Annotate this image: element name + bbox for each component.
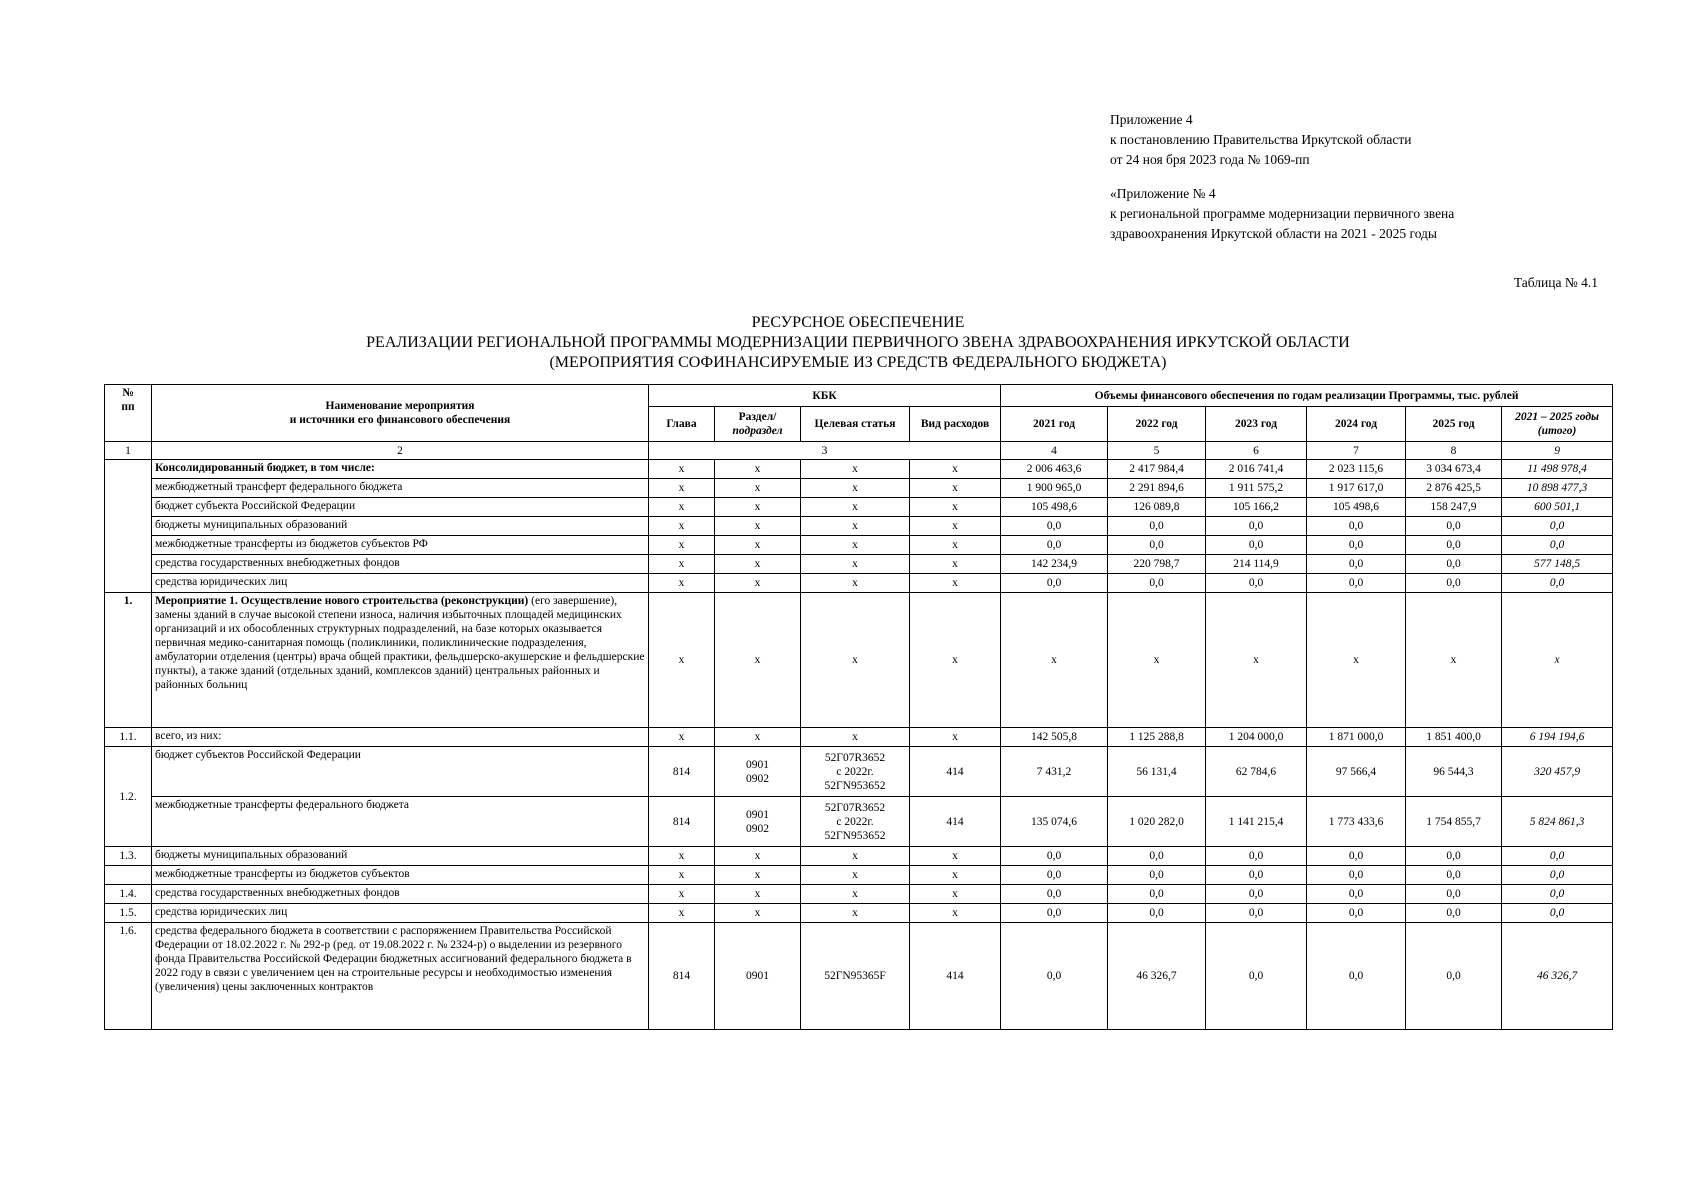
cell-line: Раздел/	[738, 411, 777, 423]
kbk-x-cell: х	[801, 479, 910, 498]
num-cell: 1.1.	[105, 728, 152, 747]
value-cell: 2 291 894,6	[1108, 479, 1206, 498]
value-cell: 0,0	[1307, 885, 1406, 904]
value-cell: 0,0	[1206, 885, 1307, 904]
table-row	[105, 593, 1613, 728]
table-row	[105, 498, 1613, 517]
value-cell: 1 900 965,0	[1001, 479, 1108, 498]
num-cell: 1.6.	[105, 923, 152, 1030]
table-row	[105, 536, 1613, 555]
glava-cell: 814	[649, 797, 715, 847]
value-cell: 56 131,4	[1108, 747, 1206, 797]
appendix-line: от 24 ноя бря 2023 года № 1069-пп	[1110, 152, 1310, 167]
cell-line: 52Г07R3652	[824, 801, 886, 814]
kbk-x-cell: х	[801, 498, 910, 517]
cell-line: 0902	[746, 822, 769, 835]
index-cell: 6	[1206, 442, 1307, 460]
target-cell	[801, 797, 910, 847]
value-cell: 0,0	[1108, 574, 1206, 593]
table-row	[105, 574, 1613, 593]
index-cell: 4	[1001, 442, 1108, 460]
value-cell: 1 773 433,6	[1307, 797, 1406, 847]
total-cell: 6 194 194,6	[1502, 728, 1613, 747]
header-target: Целевая статья	[801, 407, 910, 442]
x-cell: х	[1307, 593, 1406, 728]
value-cell: 0,0	[1406, 904, 1502, 923]
header-2023: 2023 год	[1206, 407, 1307, 442]
value-cell: 142 505,8	[1001, 728, 1108, 747]
cell-line: 52ГN953652	[824, 829, 886, 842]
value-cell: 62 784,6	[1206, 747, 1307, 797]
index-cell: 2	[152, 442, 649, 460]
header-2024: 2024 год	[1307, 407, 1406, 442]
value-cell: 0,0	[1206, 866, 1307, 885]
name-cell: Консолидированный бюджет, в том числе:	[152, 460, 649, 479]
value-cell: 0,0	[1206, 517, 1307, 536]
kbk-x-cell: х	[910, 847, 1001, 866]
value-cell: 0,0	[1307, 847, 1406, 866]
kbk-x-cell: х	[910, 885, 1001, 904]
kbk-x-cell: х	[910, 866, 1001, 885]
total-cell: 0,0	[1502, 574, 1613, 593]
kbk-x-cell: х	[715, 885, 801, 904]
value-cell: 0,0	[1206, 574, 1307, 593]
total-cell: 10 898 477,3	[1502, 479, 1613, 498]
cell-line: 0901	[746, 758, 769, 771]
kbk-x-cell: х	[649, 847, 715, 866]
name-cell: межбюджетные трансферты из бюджетов субъектов РФ	[152, 536, 649, 555]
name-cell: бюджет субъекта Российской Федерации	[152, 498, 649, 517]
x-cell: х	[910, 593, 1001, 728]
value-cell: 1 141 215,4	[1206, 797, 1307, 847]
name-cell: межбюджетный трансферт федерального бюджета	[152, 479, 649, 498]
kbk-x-cell: х	[715, 555, 801, 574]
value-cell: 1 917 617,0	[1307, 479, 1406, 498]
value-cell: 158 247,9	[1406, 498, 1502, 517]
num-cell: 1.2.	[105, 747, 152, 847]
kbk-x-cell: х	[910, 517, 1001, 536]
kbk-x-cell: х	[801, 866, 910, 885]
x-cell: х	[1108, 593, 1206, 728]
table-number: Таблица № 4.1	[1513, 275, 1598, 290]
value-cell: 0,0	[1001, 574, 1108, 593]
value-cell: 2 876 425,5	[1406, 479, 1502, 498]
num-cell	[105, 460, 152, 593]
appendix-block	[1110, 110, 1670, 244]
table-row	[105, 747, 1613, 797]
target-cell: 52ГN95365F	[801, 923, 910, 1030]
value-cell: 96 544,3	[1406, 747, 1502, 797]
kbk-x-cell: х	[715, 479, 801, 498]
value-cell: 1 851 400,0	[1406, 728, 1502, 747]
value-cell: 135 074,6	[1001, 797, 1108, 847]
value-cell: 0,0	[1406, 885, 1502, 904]
target-cell	[801, 747, 910, 797]
total-cell: 11 498 978,4	[1502, 460, 1613, 479]
value-cell: 0,0	[1001, 866, 1108, 885]
glava-cell: 814	[649, 923, 715, 1030]
value-cell: 0,0	[1406, 847, 1502, 866]
total-cell: 600 501,1	[1502, 498, 1613, 517]
value-cell: 1 871 000,0	[1307, 728, 1406, 747]
table-row	[105, 728, 1613, 747]
kbk-x-cell: х	[715, 574, 801, 593]
value-cell: 2 006 463,6	[1001, 460, 1108, 479]
cell-line: подраздел	[732, 425, 783, 437]
value-cell: 0,0	[1108, 885, 1206, 904]
value-cell: 0,0	[1307, 574, 1406, 593]
value-cell: 0,0	[1108, 904, 1206, 923]
value-cell: 2 417 984,4	[1108, 460, 1206, 479]
header-name: Наименование мероприятия и источники его финансового обеспечения	[152, 385, 649, 442]
num-cell: 1.	[105, 593, 152, 728]
index-cell: 9	[1502, 442, 1613, 460]
value-cell: 0,0	[1206, 847, 1307, 866]
value-cell: 0,0	[1206, 904, 1307, 923]
vid-cell: 414	[910, 797, 1001, 847]
num-cell: 1.3.	[105, 847, 152, 866]
kbk-x-cell: х	[801, 536, 910, 555]
total-cell: 0,0	[1502, 866, 1613, 885]
value-cell: 105 498,6	[1001, 498, 1108, 517]
value-cell: 1 754 855,7	[1406, 797, 1502, 847]
header-total: 2021 – 2025 годы (итого)	[1502, 407, 1613, 442]
table-row	[105, 885, 1613, 904]
total-cell: 0,0	[1502, 885, 1613, 904]
kbk-x-cell: х	[910, 498, 1001, 517]
value-cell: 0,0	[1406, 517, 1502, 536]
header-volumes: Объемы финансового обеспечения по годам реализации Программы, тыс. рублей	[1001, 385, 1613, 407]
vid-cell: 414	[910, 747, 1001, 797]
cell-line: 0902	[746, 772, 769, 785]
kbk-x-cell: х	[649, 517, 715, 536]
kbk-x-cell: х	[649, 728, 715, 747]
x-cell: х	[1406, 593, 1502, 728]
kbk-x-cell: х	[801, 460, 910, 479]
value-cell: 7 431,2	[1001, 747, 1108, 797]
name-cell: межбюджетные трансферты из бюджетов субъектов	[152, 866, 649, 885]
index-cell: 7	[1307, 442, 1406, 460]
value-cell: 3 034 673,4	[1406, 460, 1502, 479]
value-cell: 0,0	[1108, 847, 1206, 866]
index-cell: 8	[1406, 442, 1502, 460]
name-cell: средства юридических лиц	[152, 904, 649, 923]
kbk-x-cell: х	[715, 498, 801, 517]
kbk-x-cell: х	[910, 555, 1001, 574]
razdel-cell	[715, 747, 801, 797]
x-cell: х	[1001, 593, 1108, 728]
kbk-x-cell: х	[649, 536, 715, 555]
kbk-x-cell: х	[715, 904, 801, 923]
header-2021: 2021 год	[1001, 407, 1108, 442]
kbk-x-cell: х	[715, 536, 801, 555]
value-cell: 0,0	[1406, 555, 1502, 574]
table-row	[105, 460, 1613, 479]
kbk-x-cell: х	[649, 555, 715, 574]
kbk-x-cell: х	[910, 479, 1001, 498]
x-cell: х	[1502, 593, 1613, 728]
x-cell: х	[649, 593, 715, 728]
name-cell: средства федерального бюджета в соответствии с распоряжением Правительства Российской Федерации от 18.02.2022 г. № 292-р (ред. от 19.08.2022 г. № 2324-р) о выделении из резервного фонда Правительства Российской Федерации бюджетных ассигнований федерального бюджета в 2022 году в связи с увеличением цен на строительные ресурсы и необходимостью изменения (увеличения) цены заключенных контрактов	[152, 923, 649, 1030]
x-cell: х	[801, 593, 910, 728]
value-cell: 46 326,7	[1108, 923, 1206, 1030]
kbk-x-cell: х	[910, 728, 1001, 747]
index-cell: 3	[649, 442, 1001, 460]
value-cell: 0,0	[1307, 923, 1406, 1030]
x-cell: х	[715, 593, 801, 728]
value-cell: 0,0	[1406, 866, 1502, 885]
table-row	[105, 923, 1613, 1030]
cell-line: 52ГN953652	[824, 779, 886, 792]
header-2022: 2022 год	[1108, 407, 1206, 442]
value-cell: 1 911 575,2	[1206, 479, 1307, 498]
header-2025: 2025 год	[1406, 407, 1502, 442]
vid-cell: 414	[910, 923, 1001, 1030]
name-cell: средства государственных внебюджетных фондов	[152, 885, 649, 904]
razdel-cell: 0901	[715, 923, 801, 1030]
kbk-x-cell: х	[801, 885, 910, 904]
num-cell	[105, 866, 152, 885]
value-cell: 0,0	[1307, 517, 1406, 536]
header-glava: Глава	[649, 407, 715, 442]
header-razdel	[715, 407, 801, 442]
kbk-x-cell: х	[801, 574, 910, 593]
value-cell: 105 166,2	[1206, 498, 1307, 517]
num-cell: 1.4.	[105, 885, 152, 904]
value-cell: 1 125 288,8	[1108, 728, 1206, 747]
value-cell: 214 114,9	[1206, 555, 1307, 574]
total-cell: 0,0	[1502, 517, 1613, 536]
razdel-cell	[715, 797, 801, 847]
appendix-line: «Приложение № 4	[1110, 186, 1216, 201]
name-cell: бюджеты муниципальных образований	[152, 847, 649, 866]
value-cell: 0,0	[1108, 517, 1206, 536]
total-cell: 0,0	[1502, 536, 1613, 555]
kbk-x-cell: х	[715, 847, 801, 866]
kbk-x-cell: х	[801, 555, 910, 574]
total-cell: 577 148,5	[1502, 555, 1613, 574]
kbk-x-cell: х	[649, 885, 715, 904]
kbk-x-cell: х	[715, 866, 801, 885]
value-cell: 0,0	[1206, 923, 1307, 1030]
resource-table	[104, 384, 1613, 1030]
header-vid: Вид расходов	[910, 407, 1001, 442]
name-cell: всего, из них:	[152, 728, 649, 747]
appendix-line: к региональной программе модернизации первичного звена	[1110, 206, 1455, 221]
kbk-x-cell: х	[649, 866, 715, 885]
name-cell: бюджеты муниципальных образований	[152, 517, 649, 536]
value-cell: 0,0	[1001, 923, 1108, 1030]
value-cell: 105 498,6	[1307, 498, 1406, 517]
value-cell: 2 016 741,4	[1206, 460, 1307, 479]
index-cell: 5	[1108, 442, 1206, 460]
value-cell: 0,0	[1406, 923, 1502, 1030]
value-cell: 142 234,9	[1001, 555, 1108, 574]
kbk-x-cell: х	[910, 536, 1001, 555]
title-line: РЕСУРСНОЕ ОБЕСПЕЧЕНИЕ	[751, 314, 965, 331]
kbk-x-cell: х	[801, 728, 910, 747]
kbk-x-cell: х	[649, 460, 715, 479]
total-cell: 0,0	[1502, 904, 1613, 923]
kbk-x-cell: х	[649, 904, 715, 923]
value-cell: 0,0	[1307, 904, 1406, 923]
cell-line: с 2022г.	[836, 815, 874, 828]
value-cell: 0,0	[1001, 904, 1108, 923]
table-row	[105, 479, 1613, 498]
value-cell: 126 089,8	[1108, 498, 1206, 517]
kbk-x-cell: х	[649, 574, 715, 593]
table-row	[105, 555, 1613, 574]
value-cell: 1 204 000,0	[1206, 728, 1307, 747]
appendix-line: Приложение 4	[1110, 112, 1193, 127]
name-cell: бюджет субъектов Российской Федерации	[152, 747, 649, 797]
kbk-x-cell: х	[715, 460, 801, 479]
measure-desc: (его завершение), замены зданий в случае высокой степени износа, наличия избыточных площадей медицинских организаций и их обособленных структурных подразделений, на базе которых оказывается первичная медико-санитарная помощь (поликлиники, поликлинические подразделения, амбулатории отделения (центры) врача общей практики, фельдшерско-акушерские и фельдшерские пункты), а также зданий (отдельных зданий, комплексов зданий) центральных районных и районных больниц	[155, 595, 645, 691]
kbk-x-cell: х	[910, 904, 1001, 923]
num-cell: 1.5.	[105, 904, 152, 923]
total-cell: 320 457,9	[1502, 747, 1613, 797]
value-cell: 0,0	[1307, 866, 1406, 885]
kbk-x-cell: х	[649, 479, 715, 498]
value-cell: 0,0	[1406, 574, 1502, 593]
value-cell: 0,0	[1001, 536, 1108, 555]
appendix-line: здравоохранения Иркутской области на 2021 - 2025 годы	[1110, 226, 1437, 241]
kbk-x-cell: х	[910, 574, 1001, 593]
header-num: № пп	[105, 385, 152, 442]
value-cell: 0,0	[1406, 536, 1502, 555]
title-line: (МЕРОПРИЯТИЯ СОФИНАНСИРУЕМЫЕ ИЗ СРЕДСТВ ФЕДЕРАЛЬНОГО БЮДЖЕТА)	[549, 354, 1167, 371]
cell-line: с 2022г.	[836, 765, 874, 778]
table-row	[105, 904, 1613, 923]
value-cell: 0,0	[1001, 847, 1108, 866]
table-row	[105, 517, 1613, 536]
name-cell: средства юридических лиц	[152, 574, 649, 593]
cell-line: 52Г07R3652	[824, 751, 886, 764]
title-line: РЕАЛИЗАЦИИ РЕГИОНАЛЬНОЙ ПРОГРАММЫ МОДЕРНИЗАЦИИ ПЕРВИЧНОГО ЗВЕНА ЗДРАВООХРАНЕНИЯ ИРКУТСКОЙ ОБЛАСТИ	[366, 334, 1350, 351]
appendix-line: к постановлению Правительства Иркутской области	[1110, 132, 1412, 147]
index-cell: 1	[105, 442, 152, 460]
header-kbk: КБК	[649, 385, 1001, 407]
kbk-x-cell: х	[649, 498, 715, 517]
table-row	[105, 847, 1613, 866]
value-cell: 0,0	[1307, 555, 1406, 574]
kbk-x-cell: х	[801, 904, 910, 923]
cell-line: 0901	[746, 808, 769, 821]
kbk-x-cell: х	[715, 728, 801, 747]
value-cell: 220 798,7	[1108, 555, 1206, 574]
name-cell: межбюджетные трансферты федерального бюджета	[152, 797, 649, 847]
kbk-x-cell: х	[910, 460, 1001, 479]
value-cell: 0,0	[1001, 517, 1108, 536]
value-cell: 97 566,4	[1307, 747, 1406, 797]
total-cell: 5 824 861,3	[1502, 797, 1613, 847]
value-cell: 0,0	[1108, 866, 1206, 885]
name-cell: средства государственных внебюджетных фондов	[152, 555, 649, 574]
measure-name-cell	[152, 593, 649, 728]
kbk-x-cell: х	[715, 517, 801, 536]
document-title	[104, 313, 1612, 373]
table-row	[105, 797, 1613, 847]
value-cell: 0,0	[1206, 536, 1307, 555]
total-cell: 46 326,7	[1502, 923, 1613, 1030]
total-cell: 0,0	[1502, 847, 1613, 866]
kbk-x-cell: х	[801, 847, 910, 866]
measure-title: Мероприятие 1. Осуществление нового строительства (реконструкции)	[155, 595, 529, 607]
x-cell: х	[1206, 593, 1307, 728]
value-cell: 0,0	[1108, 536, 1206, 555]
glava-cell: 814	[649, 747, 715, 797]
value-cell: 2 023 115,6	[1307, 460, 1406, 479]
value-cell: 1 020 282,0	[1108, 797, 1206, 847]
value-cell: 0,0	[1307, 536, 1406, 555]
kbk-x-cell: х	[801, 517, 910, 536]
value-cell: 0,0	[1001, 885, 1108, 904]
table-row	[105, 866, 1613, 885]
